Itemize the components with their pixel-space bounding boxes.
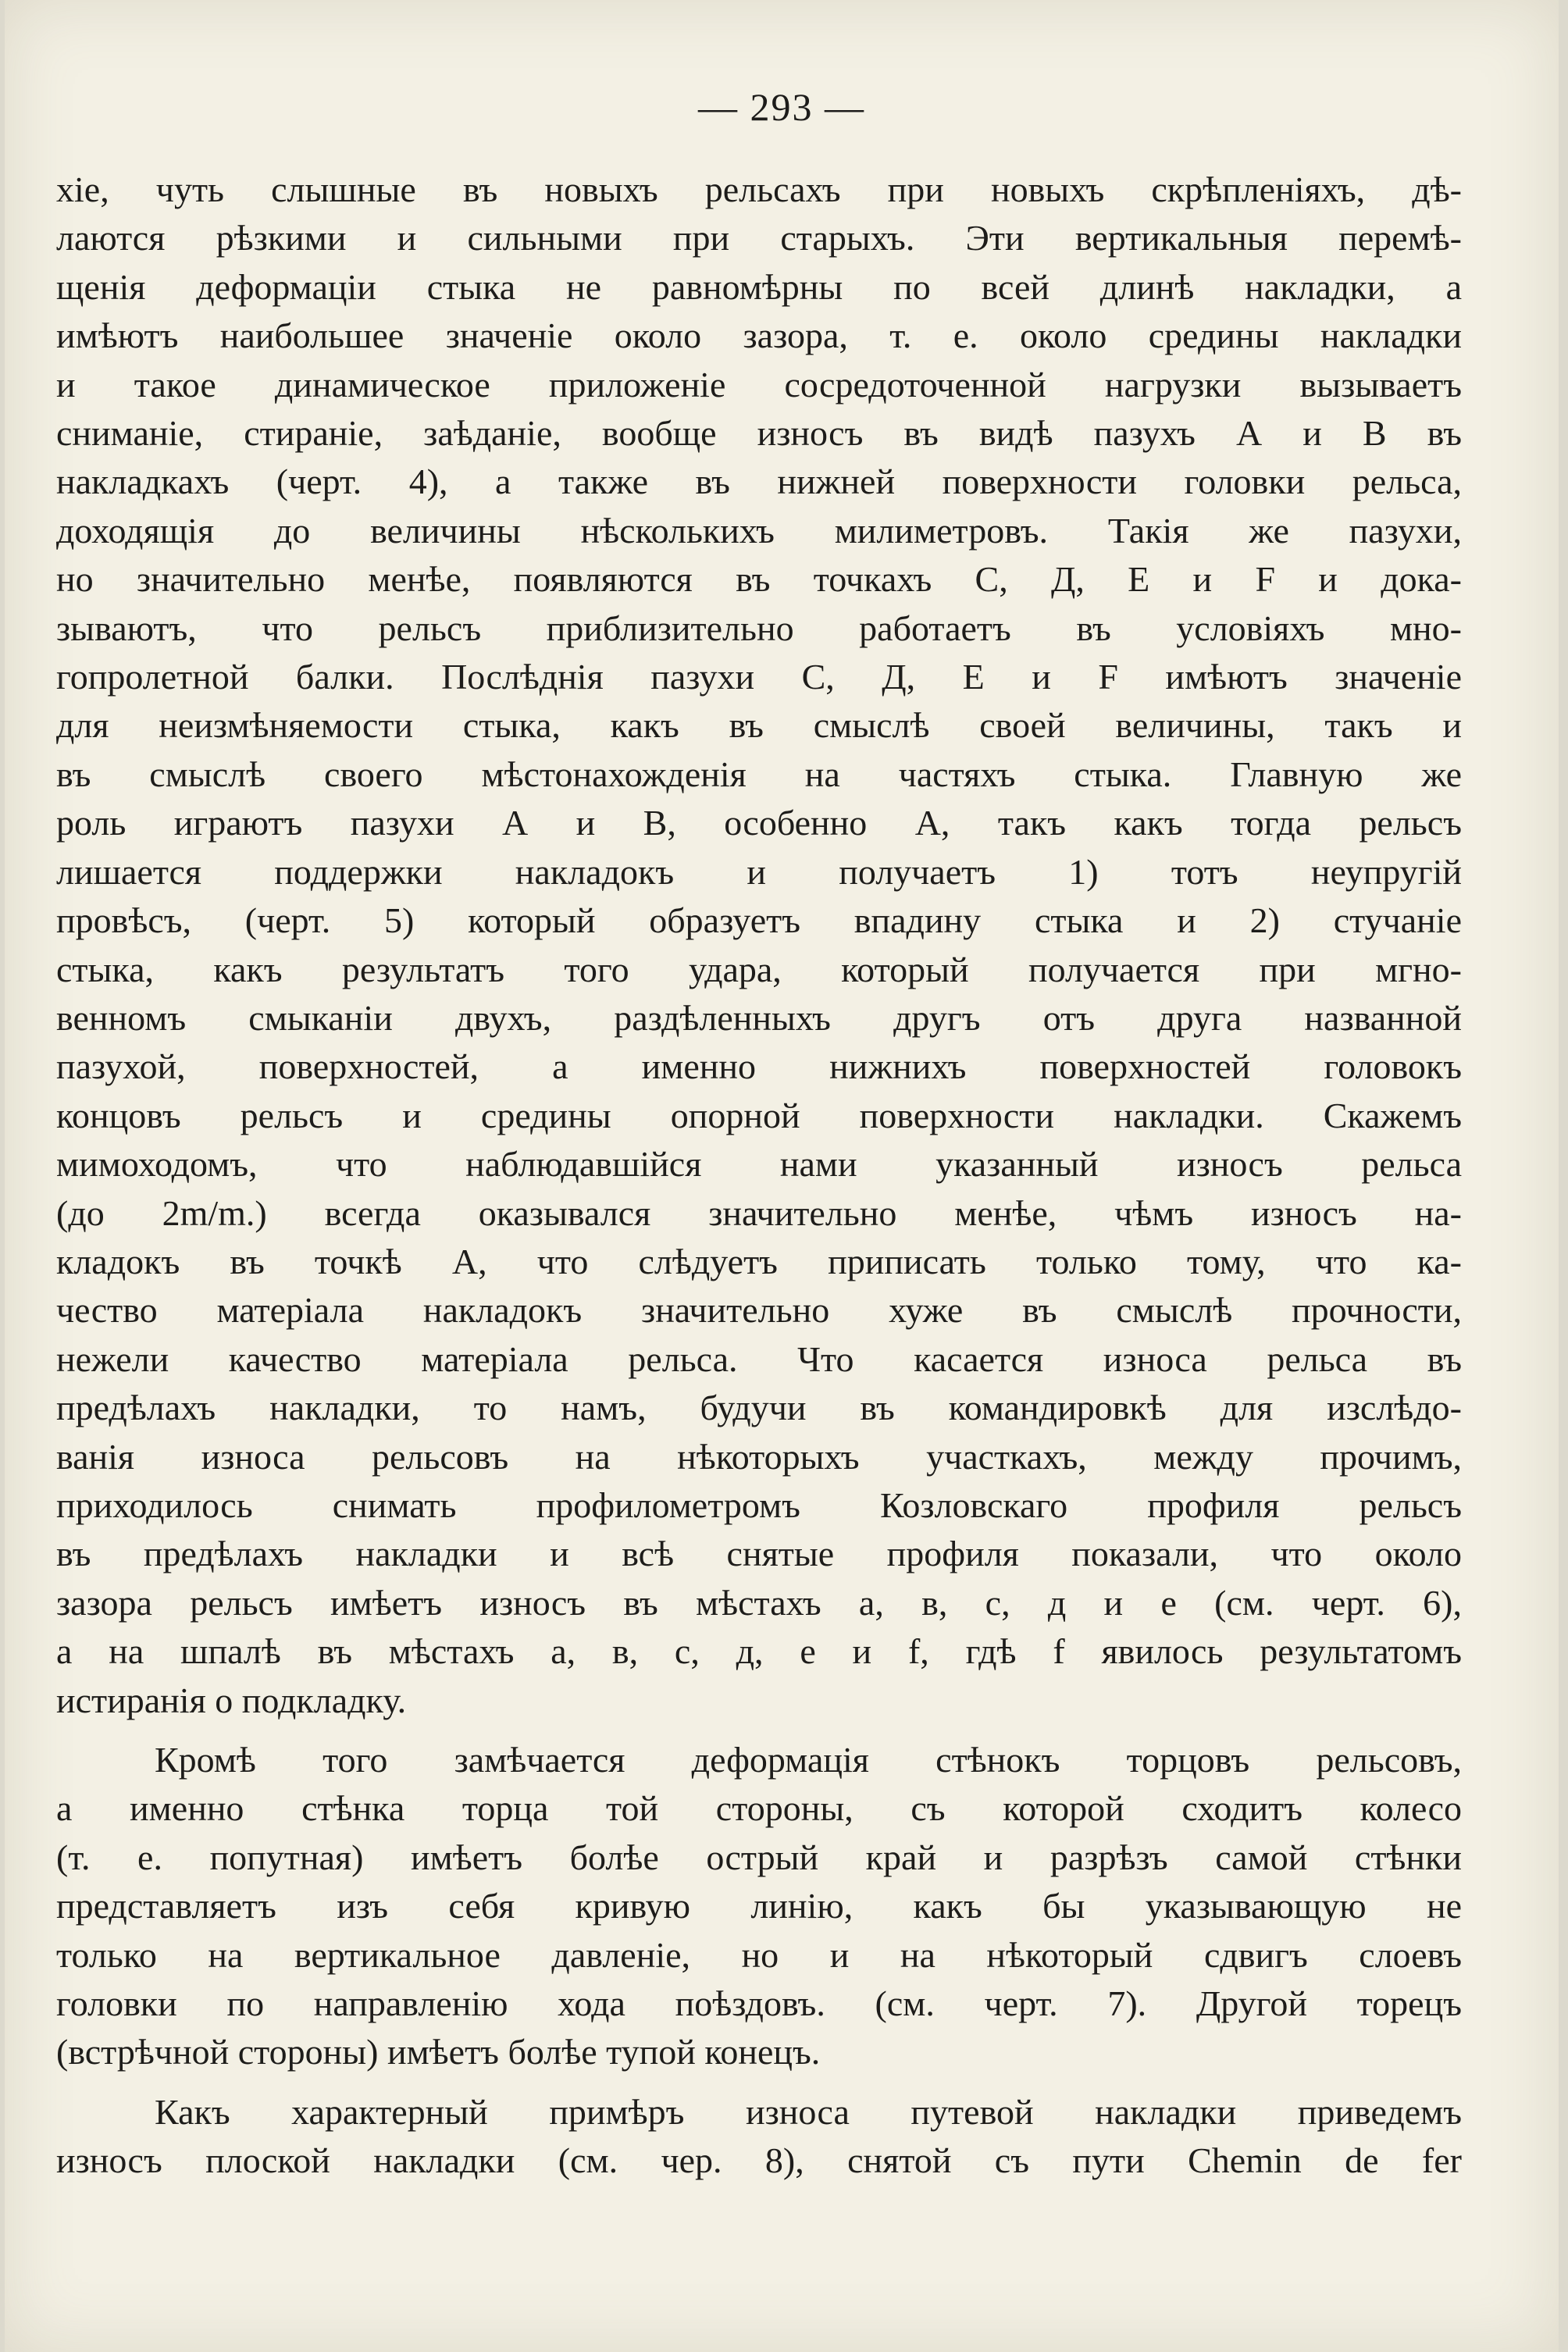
text-line: хіе, чуть слышные въ новыхъ рельсахъ при новыхъ скрѣпленіяхъ, дѣ- [56, 169, 1462, 209]
text-line: лишается поддержки накладокъ и получаетъ 1) тотъ неупругій [56, 851, 1462, 892]
body-text [56, 166, 1462, 2186]
text-line: лаются рѣзкими и сильными при старыхъ. Эти вертикальныя перемѣ- [56, 218, 1462, 258]
text-line: а на шпалѣ въ мѣстахъ а, в, с, д, е и f, гдѣ f явилось результатомъ [56, 1631, 1462, 1672]
text-line: (т. е. попутная) имѣетъ болѣе острый край и разрѣзъ самой стѣнки [56, 1837, 1462, 1877]
page-number: — 293 — [698, 85, 865, 129]
text-line: роль играютъ пазухи А и В, особенно А, такъ какъ тогда рельсъ [56, 803, 1462, 843]
text-line: накладкахъ (черт. 4), а также въ нижней поверхности головки рельса, [56, 461, 1462, 502]
text-line: венномъ смыканіи двухъ, раздѣленныхъ другъ отъ друга названной [56, 997, 1462, 1038]
text-line: мимоходомъ, что наблюдавшійся нами указанный износъ рельса [56, 1144, 1462, 1185]
text-line: а именно стѣнка торца той стороны, съ которой сходитъ колесо [56, 1788, 1462, 1829]
text-line: зываютъ, что рельсъ приблизительно работаетъ въ условіяхъ мно- [56, 608, 1462, 648]
text-line: и такое динамическое приложеніе сосредоточенной нагрузки вызываетъ [56, 364, 1462, 404]
text-line: сниманіе, стираніе, заѣданіе, вообще износъ въ видѣ пазухъ А и В въ [56, 413, 1462, 454]
text-line: кладокъ въ точкѣ А, что слѣдуетъ приписать только тому, что ка- [56, 1241, 1462, 1281]
text-line: но значительно менѣе, появляются въ точкахъ С, Д, Е и F и дока- [56, 559, 1462, 600]
text-line: (до 2m/m.) всегда оказывался значительно менѣе, чѣмъ износъ на- [56, 1192, 1462, 1233]
text-line: ванія износа рельсовъ на нѣкоторыхъ участкахъ, между прочимъ, [56, 1436, 1462, 1477]
text-line: чество матеріала накладокъ значительно хуже въ смыслѣ прочности, [56, 1290, 1462, 1331]
text-line: для неизмѣняемости стыка, какъ въ смыслѣ своей величины, такъ и [56, 705, 1462, 746]
text-line: щенія деформаціи стыка не равномѣрны по всей длинѣ накладки, а [56, 266, 1462, 307]
text-line: зазора рельсъ имѣетъ износъ въ мѣстахъ а, в, с, д и е (см. черт. 6), [56, 1582, 1462, 1623]
text-line: стыка, какъ результатъ того удара, который получается при мгно- [56, 949, 1462, 989]
text-line: концовъ рельсъ и средины опорной поверхности накладки. Скажемъ [56, 1095, 1462, 1135]
text-line: (встрѣчной стороны) имѣетъ болѣе тупой конецъ. [56, 2032, 821, 2072]
paragraph-1 [56, 166, 1462, 1725]
text-line: Какъ характерный примѣръ износа путевой накладки приведемъ [155, 2091, 1462, 2132]
text-line: въ предѣлахъ накладки и всѣ снятые профиля показали, что около [56, 1534, 1462, 1574]
text-line: пазухой, поверхностей, а именно нижнихъ поверхностей головокъ [56, 1046, 1462, 1087]
text-line: истиранія о подкладку. [56, 1680, 407, 1720]
text-line: головки по направленію хода поѣздовъ. (см. черт. 7). Другой торецъ [56, 1983, 1462, 2024]
text-line: въ смыслѣ своего мѣстонахожденія на частяхъ стыка. Главную же [56, 754, 1462, 794]
text-line: износъ плоской накладки (см. чер. 8), снятой съ пути Chemin de fer [56, 2140, 1462, 2181]
text-line: провѣсъ, (черт. 5) который образуетъ впадину стыка и 2) стучаніе [56, 900, 1462, 941]
paragraph-2 [56, 1736, 1462, 2077]
text-line: только на вертикальное давленіе, но и на нѣкоторый сдвигъ слоевъ [56, 1934, 1462, 1975]
text-line: представляетъ изъ себя кривую линію, какъ бы указывающую не [56, 1886, 1462, 1926]
text-line: предѣлахъ накладки, то намъ, будучи въ командировкѣ для изслѣдо- [56, 1388, 1462, 1428]
text-line: приходилось снимать профилометромъ Козловскаго профиля рельсъ [56, 1484, 1462, 1525]
paragraph-3 [56, 2088, 1462, 2186]
text-line: имѣютъ наибольшее значеніе около зазора, т. е. около средины накладки [56, 315, 1462, 356]
text-line: доходящія до величины нѣсколькихъ милиметровъ. Такія же пазухи, [56, 510, 1462, 551]
text-line: гопролетной балки. Послѣднія пазухи С, Д, Е и F имѣютъ значеніе [56, 657, 1462, 697]
text-line: нежели качество матеріала рельса. Что касается износа рельса въ [56, 1338, 1462, 1379]
text-line: Кромѣ того замѣчается деформація стѣнокъ торцовъ рельсовъ, [155, 1740, 1462, 1780]
book-page [5, 0, 1559, 2352]
